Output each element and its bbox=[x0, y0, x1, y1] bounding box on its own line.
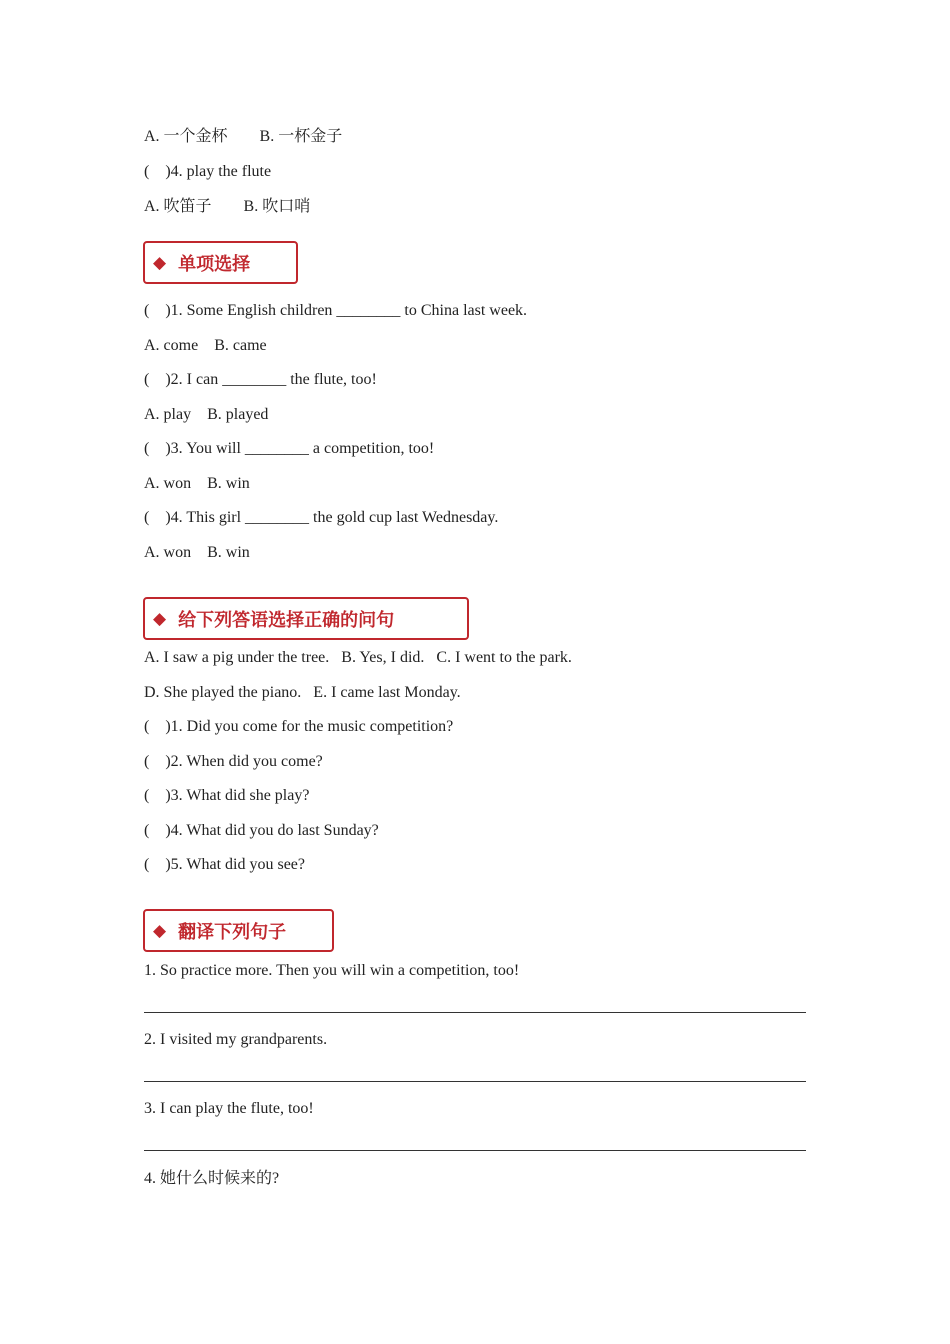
choice-q1-options: A. come B. came bbox=[144, 337, 267, 354]
section-title-translate: 翻译下列句子 bbox=[178, 921, 287, 943]
match-answers-row1: A. I saw a pig under the tree. B. Yes, I did. C. I went to the park. bbox=[144, 649, 572, 666]
translate-item-4: 4. 她什么时候来的? bbox=[144, 1170, 280, 1187]
answer-line-3[interactable] bbox=[144, 1150, 806, 1151]
choice-q2: ( )2. I can ________ the flute, too! bbox=[144, 371, 377, 388]
translate-item-2: 2. I visited my grandparents. bbox=[144, 1031, 328, 1048]
match-q2: ( )2. When did you come? bbox=[144, 753, 323, 770]
match-q5: ( )5. What did you see? bbox=[144, 856, 305, 873]
section-header-match bbox=[143, 597, 469, 640]
answer-line-2[interactable] bbox=[144, 1081, 806, 1082]
diamond-icon: ◆ bbox=[153, 608, 167, 629]
match-q4: ( )4. What did you do last Sunday? bbox=[144, 822, 379, 839]
section-title-choice: 单项选择 bbox=[178, 253, 251, 275]
choice-q4-options: A. won B. win bbox=[144, 544, 250, 561]
section-title-match: 给下列答语选择正确的问句 bbox=[178, 609, 395, 631]
answer-line-1[interactable] bbox=[144, 1012, 806, 1013]
match-q1: ( )1. Did you come for the music competition? bbox=[144, 718, 454, 735]
q3-options: A. 一个金杯 B. 一杯金子 bbox=[144, 128, 343, 145]
translate-item-1: 1. So practice more. Then you will win a competition, too! bbox=[144, 962, 520, 979]
diamond-icon: ◆ bbox=[153, 920, 167, 941]
choice-q3: ( )3. You will ________ a competition, too! bbox=[144, 440, 435, 457]
match-q3: ( )3. What did she play? bbox=[144, 787, 310, 804]
translate-item-3: 3. I can play the flute, too! bbox=[144, 1100, 314, 1117]
section-header-choice bbox=[143, 241, 298, 284]
choice-q4: ( )4. This girl ________ the gold cup last Wednesday. bbox=[144, 509, 499, 526]
q4-options: A. 吹笛子 B. 吹口哨 bbox=[144, 198, 311, 215]
q4-question: ( )4. play the flute bbox=[144, 163, 272, 180]
diamond-icon: ◆ bbox=[153, 252, 167, 273]
choice-q1: ( )1. Some English children ________ to China last week. bbox=[144, 302, 528, 319]
choice-q2-options: A. play B. played bbox=[144, 406, 269, 423]
choice-q3-options: A. won B. win bbox=[144, 475, 250, 492]
section-header-translate bbox=[143, 909, 334, 952]
match-answers-row2: D. She played the piano. E. I came last Monday. bbox=[144, 684, 461, 701]
